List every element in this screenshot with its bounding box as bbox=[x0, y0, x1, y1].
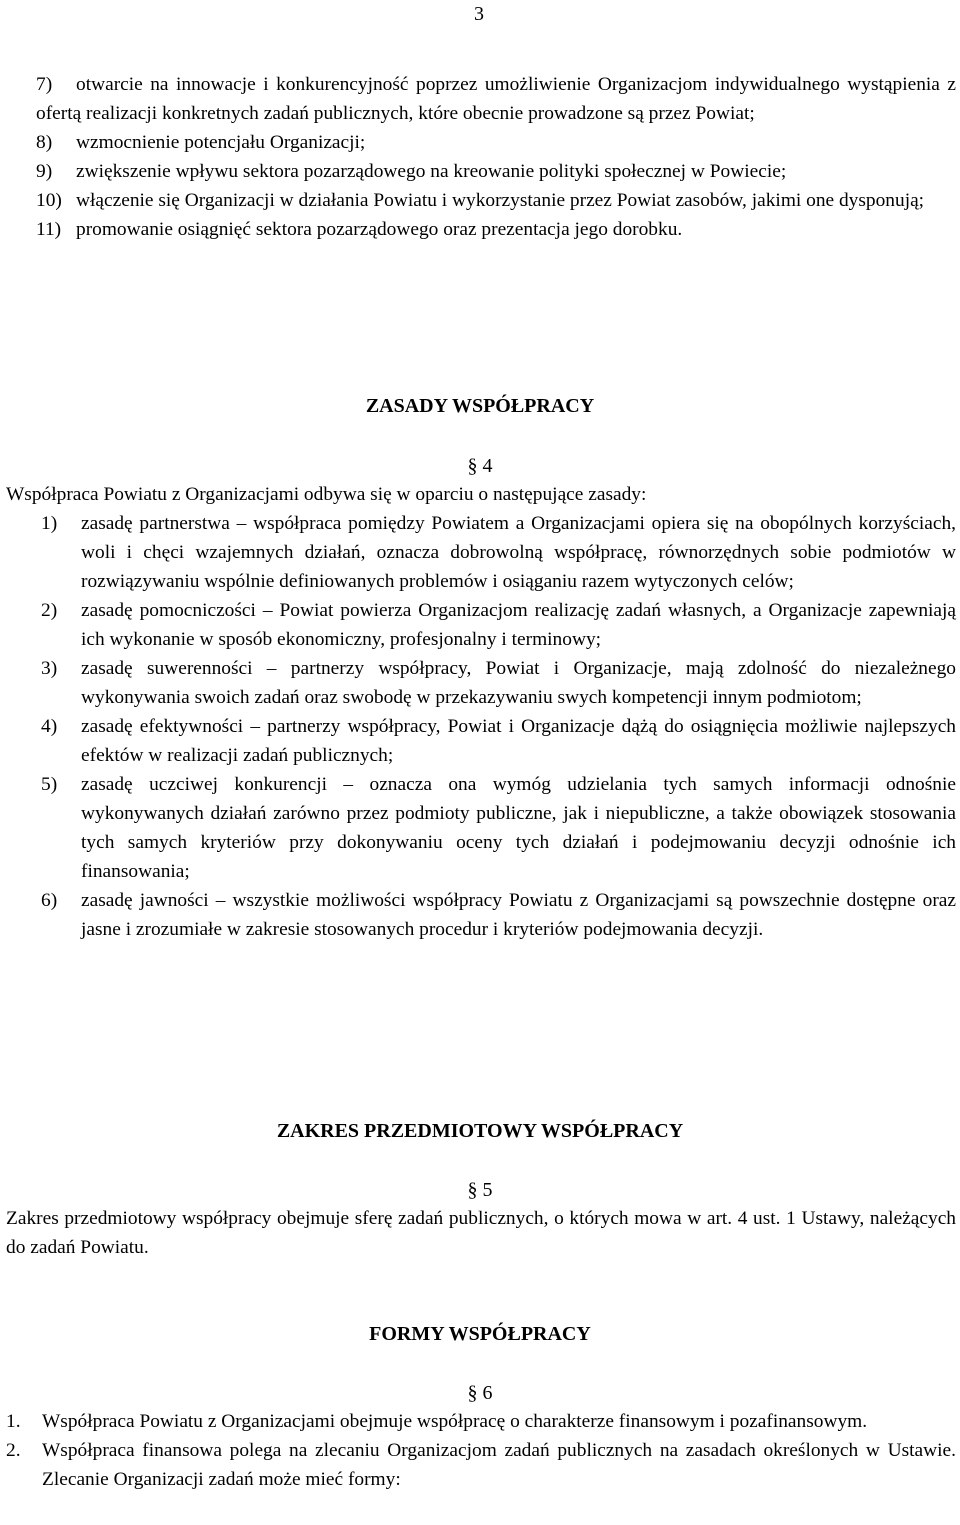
list-item bbox=[41, 770, 956, 886]
list-item-text: zasadę pomocniczości – Powiat powierza Organizacjom realizację zadań własnych, a Organizacje zapewniają ich wykonanie w sposób ekonomiczny, profesjonalny i terminowy; bbox=[81, 600, 956, 650]
list-item bbox=[41, 596, 956, 654]
list-item-number: 8) bbox=[36, 132, 53, 153]
list-item-text: zwiększenie wpływu sektora pozarządowego na kreowanie polityki społecznej w Powiecie; bbox=[76, 161, 787, 182]
section-heading-zakres: ZAKRES PRZEDMIOTOWY WSPÓŁPRACY bbox=[276, 1120, 684, 1142]
list-item-text: Współpraca Powiatu z Organizacjami obejmuje współpracę o charakterze finansowym i pozafinansowym. bbox=[42, 1411, 868, 1432]
list-item-number: 10) bbox=[36, 190, 62, 211]
list-item bbox=[36, 157, 956, 186]
list-item-text: zasadę partnerstwa – współpraca pomiędzy Powiatem a Organizacjami opiera się na obopólnych korzyściach, woli i chęci wzajemnych działań, oznacza dobrowolną współpracę, równorzędnych sobie podmiotów w rozwiązywaniu wspólnie definiowanych problemów i osiąganiu razem wytyczonych celów; bbox=[81, 513, 956, 592]
section-heading-zasady: ZASADY WSPÓŁPRACY bbox=[365, 395, 595, 417]
list-item-text: otwarcie na innowacje i konkurencyjność poprzez umożliwienie Organizacjom indywidualnego wystąpienia z ofertą realizacji konkretnych zadań publicznych, które obecnie prowadzone są przez Powiat; bbox=[36, 74, 956, 124]
list-item-number: 5) bbox=[41, 774, 58, 795]
list-item-text: zasadę uczciwej konkurencji – oznacza ona wymóg udzielania tych samych informacji odnośnie wykonywanych działań zarówno przez podmioty publiczne, jak i niepubliczne, a także obowiązek stosowania tych samych kryteriów przy dokonywaniu oceny tych działań i podejmowaniu decyzji odnośnie ich finansowania; bbox=[81, 774, 956, 882]
list-item bbox=[41, 509, 956, 596]
list-item-text: zasadę suwerenności – partnerzy współpracy, Powiat i Organizacje, mają zdolność do niezależnego wykonywania swoich zadań oraz swobodę w przekazywaniu swych kompetencji innym podmiotom; bbox=[81, 658, 956, 708]
paragraph-number-4: § 4 bbox=[467, 455, 493, 477]
paragraph-number-5: § 5 bbox=[467, 1179, 493, 1201]
section-heading-formy: FORMY WSPÓŁPRACY bbox=[369, 1323, 591, 1345]
list-item-number: 9) bbox=[36, 161, 53, 182]
list-item-number: 3) bbox=[41, 658, 58, 679]
list-item-number: 2) bbox=[41, 600, 58, 621]
list-item bbox=[6, 1436, 956, 1494]
zasady-intro: Współpraca Powiatu z Organizacjami odbywa się w oparciu o następujące zasady: bbox=[6, 484, 647, 505]
list-item bbox=[36, 70, 956, 128]
list-item-text: zasadę efektywności – partnerzy współpracy, Powiat i Organizacje dążą do osiągnięcia możliwie najlepszych efektów w realizacji zadań publicznych; bbox=[81, 716, 956, 766]
list-item bbox=[36, 128, 956, 157]
list-item bbox=[36, 215, 956, 244]
list-item-text: Współpraca finansowa polega na zlecaniu Organizacjom zadań publicznych na zasadach określonych w Ustawie. Zlecanie Organizacji zadań może mieć formy: bbox=[42, 1440, 956, 1490]
list-item-number: 1. bbox=[6, 1411, 21, 1432]
formy-list bbox=[6, 1407, 956, 1494]
list-item-text: promowanie osiągnięć sektora pozarządowego oraz prezentacja jego dorobku. bbox=[76, 219, 683, 240]
list-item bbox=[41, 712, 956, 770]
zakres-text: Zakres przedmiotowy współpracy obejmuje sferę zadań publicznych, o których mowa w art. 4 ust. 1 Ustawy, należących do zadań Powiatu. bbox=[6, 1208, 956, 1258]
list-item-number: 4) bbox=[41, 716, 58, 737]
list-item-number: 7) bbox=[36, 74, 53, 95]
list-item bbox=[36, 186, 956, 215]
list-item-number: 6) bbox=[41, 890, 58, 911]
list-item-text: włączenie się Organizacji w działania Powiatu i wykorzystanie przez Powiat zasobów, jakimi one dysponują; bbox=[76, 190, 925, 211]
page-number: 3 bbox=[474, 3, 484, 25]
list-item-text: zasadę jawności – wszystkie możliwości współpracy Powiatu z Organizacjami są powszechnie dostępne oraz jasne i zrozumiałe w zakresie stosowanych procedur i kryteriów podejmowania decyzji. bbox=[81, 890, 956, 940]
list-item-number: 1) bbox=[41, 513, 58, 534]
list-item-number: 11) bbox=[36, 219, 62, 240]
list-item-number: 2. bbox=[6, 1440, 21, 1461]
list-item-text: wzmocnienie potencjału Organizacji; bbox=[76, 132, 366, 153]
list-item bbox=[6, 1407, 956, 1436]
list-item bbox=[41, 654, 956, 712]
paragraph-number-6: § 6 bbox=[467, 1382, 493, 1404]
zasady-content bbox=[6, 480, 956, 944]
goals-list bbox=[6, 70, 956, 244]
list-item bbox=[41, 886, 956, 944]
